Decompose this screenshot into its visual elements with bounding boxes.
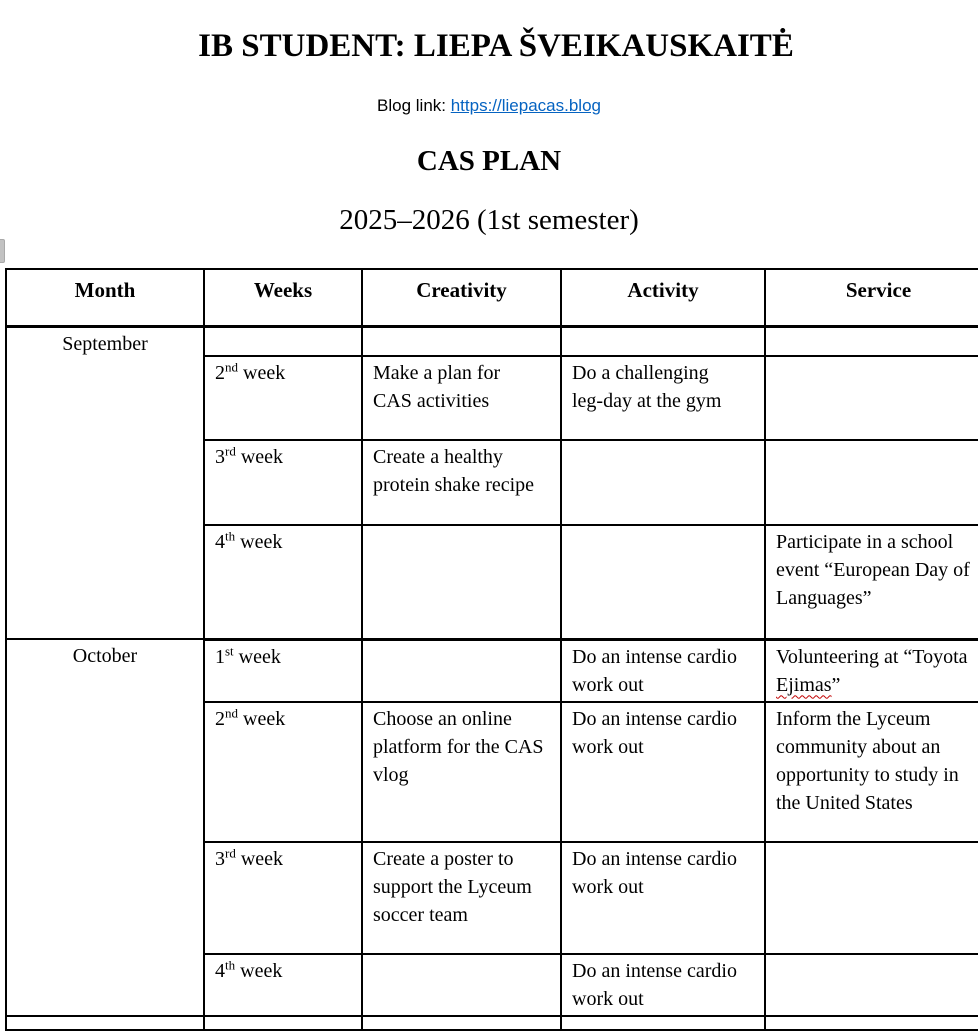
- cell-activity: [561, 525, 765, 639]
- cell-creativity: Choose an online platform for the CAS vlog: [362, 702, 561, 842]
- week-number: 3: [215, 446, 225, 468]
- blog-link[interactable]: https://liepacas.blog: [450, 96, 601, 115]
- week-label: week: [233, 645, 281, 668]
- service-text: Volunteering at “Toyota: [776, 645, 968, 668]
- cell-week: [204, 525, 362, 639]
- cell-service: [765, 440, 978, 525]
- ordinal-suffix: th: [225, 956, 236, 972]
- cell-service: [765, 842, 978, 954]
- cas-plan-table: [5, 268, 978, 1031]
- column-header-activity: Activity: [561, 269, 765, 326]
- cell-creativity: [362, 954, 561, 1016]
- cell-week: [204, 440, 362, 525]
- cell-service: [765, 954, 978, 1016]
- misspelled-word: Ejimas: [776, 673, 832, 696]
- blog-link-line: [0, 96, 978, 116]
- cell-creativity: [362, 1016, 561, 1030]
- week-number: 3: [215, 847, 225, 870]
- column-header-creativity: Creativity: [362, 269, 561, 326]
- cell-activity: [561, 440, 765, 525]
- column-header-month: Month: [6, 269, 204, 326]
- document-title: IB STUDENT: LIEPA ŠVEIKAUSKAITĖ: [198, 28, 794, 64]
- ordinal-suffix: nd: [225, 704, 238, 720]
- cell-creativity: [362, 525, 561, 639]
- week-number: 4: [215, 531, 225, 553]
- column-header-weeks: Weeks: [204, 269, 362, 326]
- cell-week: [204, 954, 362, 1016]
- week-label: week: [235, 531, 283, 553]
- service-text: ”: [831, 673, 841, 696]
- week-number: 1: [215, 645, 225, 668]
- week-number: 4: [215, 959, 225, 982]
- cell-activity: [561, 1016, 765, 1030]
- cell-activity: [561, 326, 765, 356]
- cell-activity: Do an intense cardio work out: [561, 702, 765, 842]
- cell-creativity: Create a healthy protein shake recipe: [362, 440, 561, 525]
- cell-service: [765, 356, 978, 440]
- cell-activity: Do an intense cardio work out: [561, 639, 765, 702]
- week-number: 2: [215, 707, 225, 730]
- cell-service: [765, 326, 978, 356]
- cell-week: [204, 702, 362, 842]
- week-label: week: [235, 446, 284, 468]
- week-label: week: [238, 707, 286, 730]
- cell-week: [204, 639, 362, 702]
- cell-creativity: Create a poster to support the Lyceum soccer team: [362, 842, 561, 954]
- cell-service: Participate in a school event “European Day of Languages”: [765, 525, 978, 639]
- ordinal-suffix: nd: [225, 359, 238, 375]
- cell-activity: Do a challenging leg-day at the gym: [561, 356, 765, 440]
- cell-service: [765, 639, 978, 702]
- cell-week: [204, 326, 362, 356]
- cell-activity: Do an intense cardio work out: [561, 954, 765, 1016]
- ordinal-suffix: rd: [225, 844, 236, 860]
- cell-creativity: [362, 326, 561, 356]
- blog-link-label: Blog link:: [377, 96, 451, 115]
- ordinal-suffix: st: [225, 642, 234, 658]
- page-edge-marker: [0, 239, 5, 263]
- week-number: 2: [215, 362, 225, 384]
- cell-creativity: Make a plan for CAS activities: [362, 356, 561, 440]
- table-row: [6, 326, 978, 356]
- cas-plan-heading: CAS PLAN: [416, 145, 562, 177]
- cell-week: [204, 842, 362, 954]
- week-label: week: [235, 847, 284, 870]
- cell-month: [6, 1016, 204, 1030]
- table-header-row: [6, 269, 978, 326]
- cell-activity: Do an intense cardio work out: [561, 842, 765, 954]
- table-row-clipped: [6, 1016, 978, 1030]
- cell-creativity: [362, 639, 561, 702]
- cell-week: [204, 356, 362, 440]
- cell-service: Inform the Lyceum community about an opportunity to study in the United States: [765, 702, 978, 842]
- cell-month-september: September: [6, 326, 204, 639]
- week-label: week: [238, 362, 286, 384]
- week-label: week: [235, 959, 283, 982]
- cell-service: [765, 1016, 978, 1030]
- ordinal-suffix: rd: [225, 443, 236, 459]
- cell-month-october: October: [6, 639, 204, 1016]
- cell-week: [204, 1016, 362, 1030]
- table-row: [6, 639, 978, 702]
- column-header-service: Service: [765, 269, 978, 326]
- ordinal-suffix: th: [225, 528, 236, 544]
- semester-subheading: 2025–2026 (1st semester): [339, 204, 639, 236]
